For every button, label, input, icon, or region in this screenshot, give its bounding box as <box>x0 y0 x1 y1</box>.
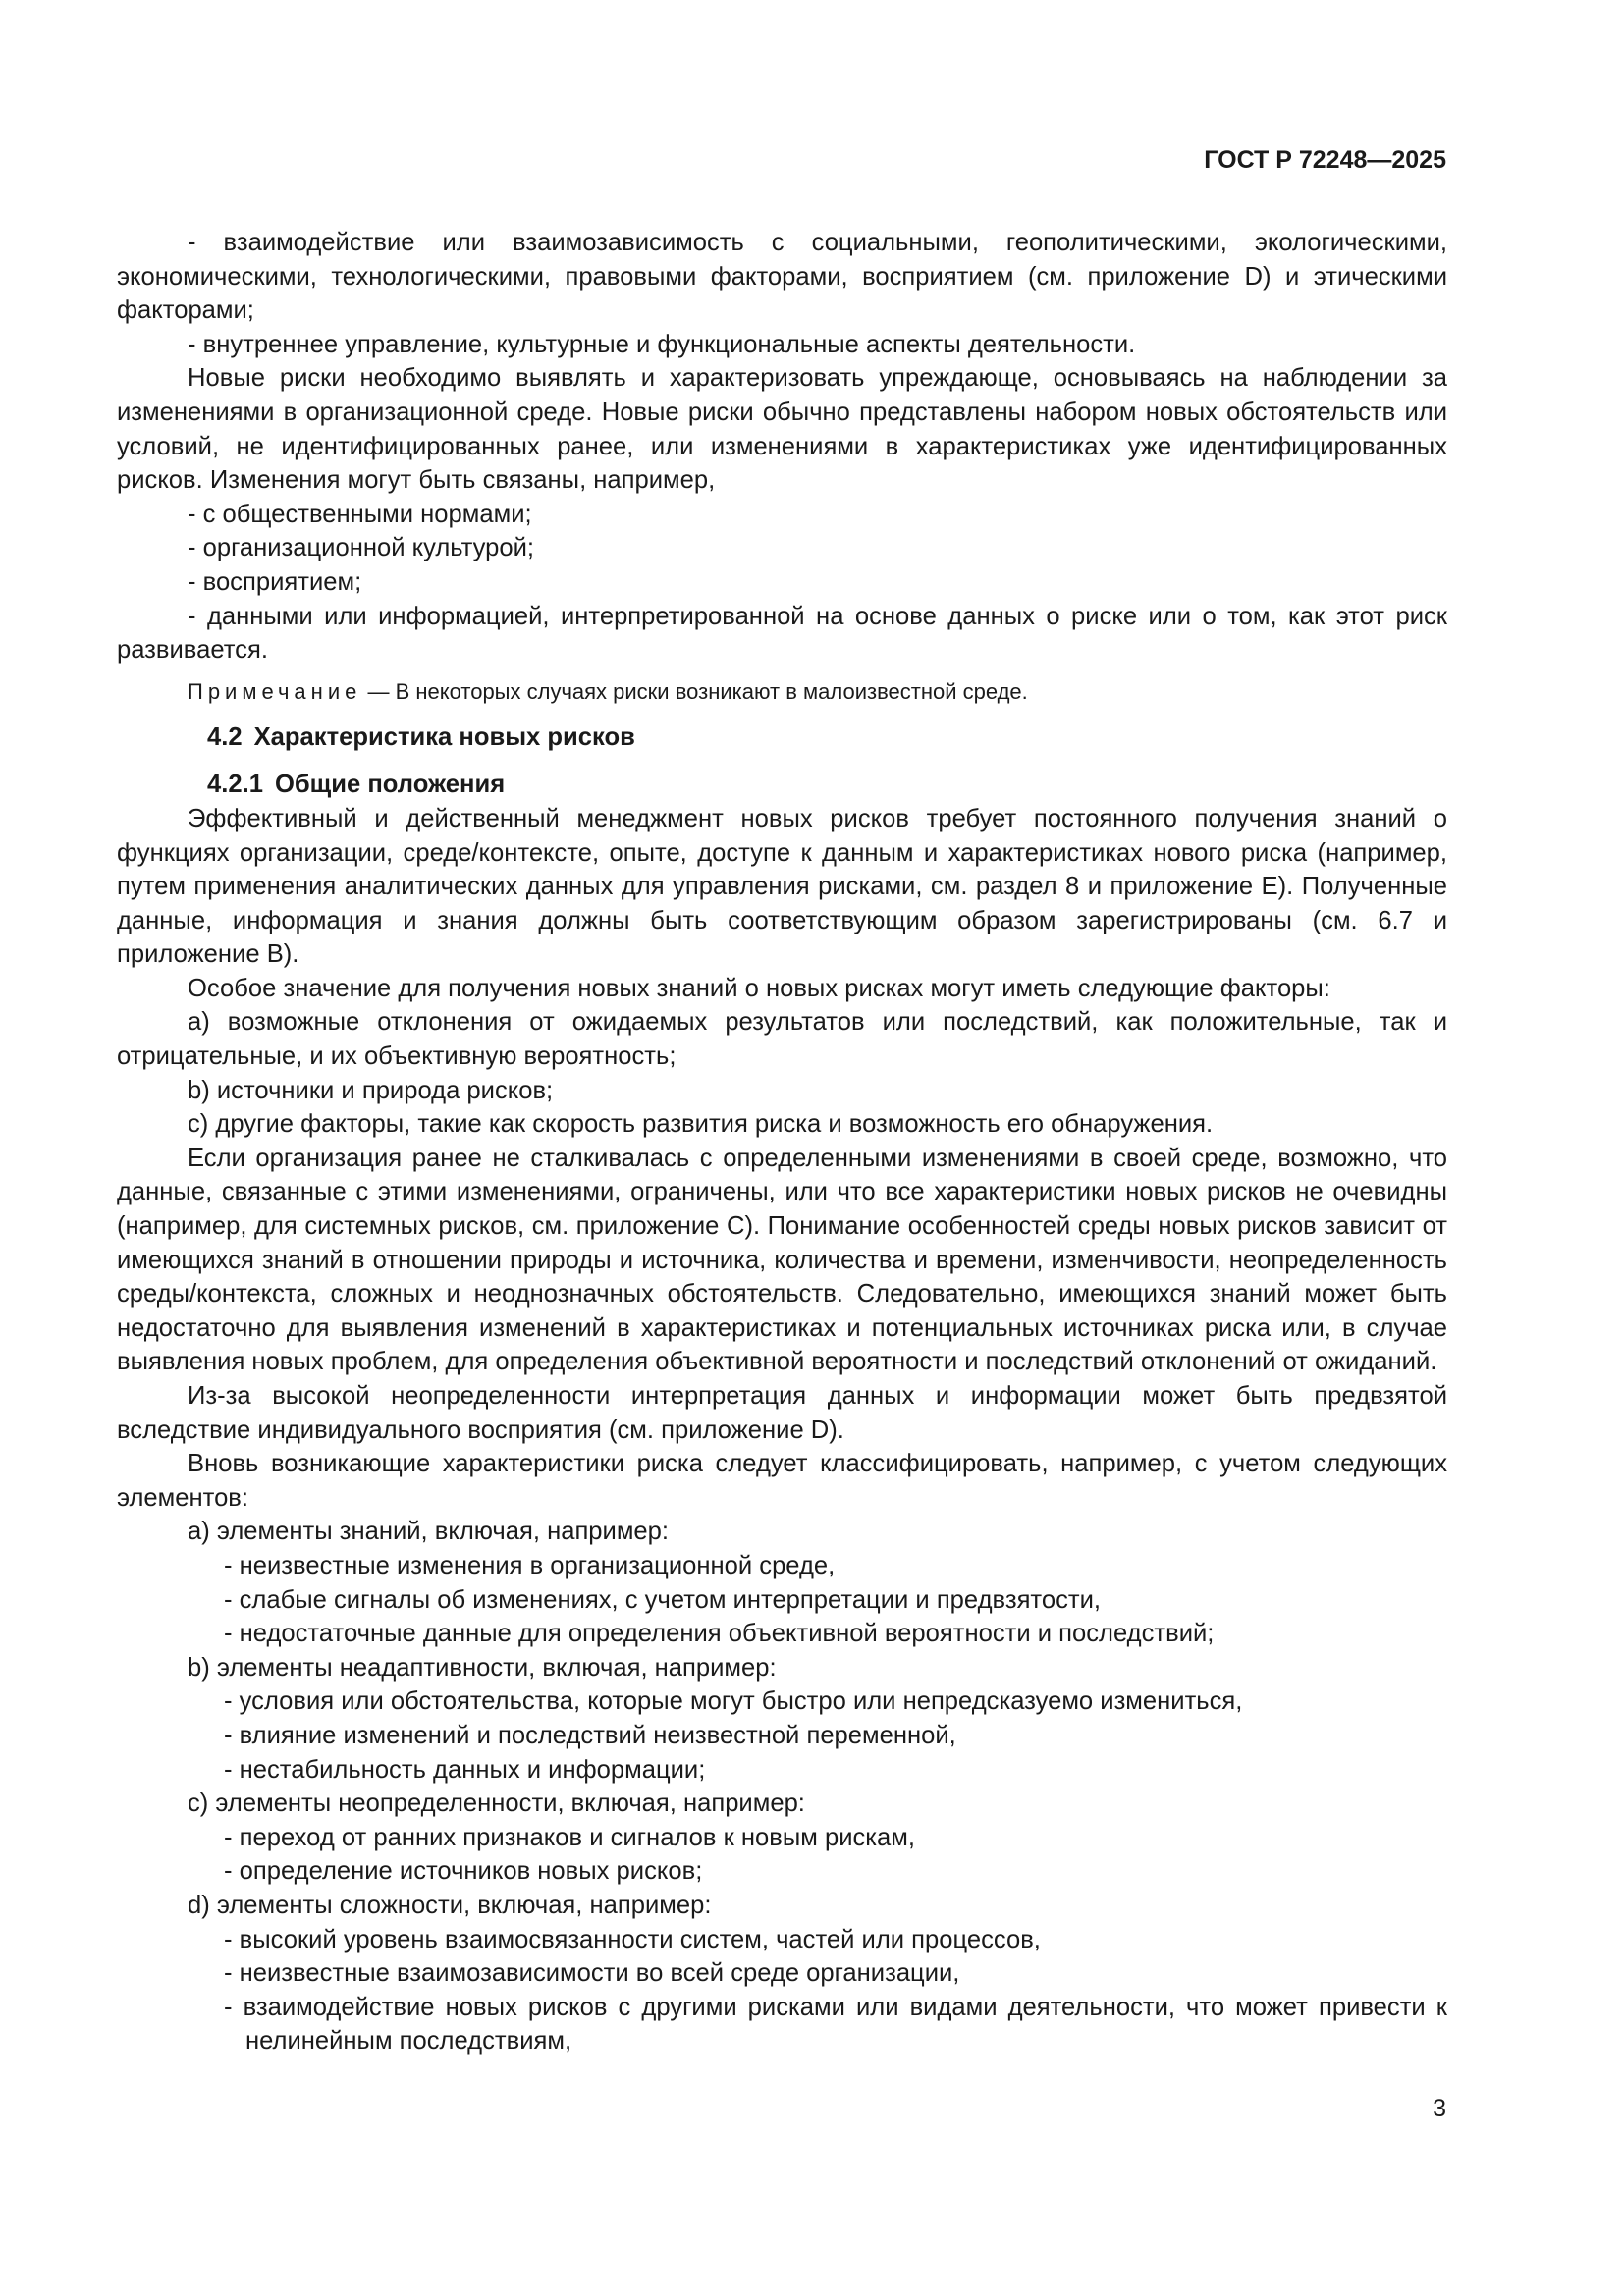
element-item: - взаимодействие новых рисков с другими рисками или видами деятельности, что может привести к нелинейным последствиям, <box>224 1993 1447 2056</box>
section-number: 4.2 <box>207 722 243 751</box>
paragraph: Вновь возникающие характеристики риска следует классифицировать, например, с учетом следующих элементов: <box>117 1450 1447 1512</box>
paragraph: Эффективный и действенный менеджмент новых рисков требует постоянного получения знаний о функциях организации, среде/контексте, опыте, доступе к данным и характеристиках нового риска (например, путем применения аналитических данных для управления рисками, см. раздел 8 и приложение E). Полученные данные, информация и знания должны быть соответствующим образом зарегистрированы (см. 6.7 и приложение B). <box>117 804 1447 969</box>
list-item: - внутреннее управление, культурные и функциональные аспекты деятельности. <box>188 330 1136 358</box>
section-title: Характеристика новых рисков <box>253 722 635 751</box>
factor-item: b) источники и природа рисков; <box>188 1076 554 1104</box>
element-item: - переход от ранних признаков и сигналов к новым рискам, <box>224 1823 915 1851</box>
element-group-label: c) элементы неопределенности, включая, например: <box>188 1789 805 1818</box>
note-label: Примечание <box>188 678 362 704</box>
element-item: - неизвестные изменения в организационной среде, <box>224 1551 836 1579</box>
document-code: ГОСТ Р 72248—2025 <box>1204 146 1446 174</box>
list-item: - восприятием; <box>188 567 362 596</box>
page-number: 3 <box>1433 2095 1446 2122</box>
paragraph: Особое значение для получения новых знаний о новых рисках могут иметь следующие факторы: <box>188 974 1330 1002</box>
element-item: - определение источников новых рисков; <box>224 1857 703 1886</box>
section-heading <box>117 721 1447 755</box>
list-item: - данными или информацией, интерпретированной на основе данных о риске или о том, как этот риск развивается. <box>117 602 1447 665</box>
paragraph-new-risks: Новые риски необходимо выявлять и характеризовать упреждающе, основываясь на наблюдении за изменениями в организационной среде. Новые риски обычно представлены набором новых обстоятельств или условий, не идентифицированных ранее, или изменениями в характеристиках уже идентифицированных рисков. Изменения могут быть связаны, например, <box>117 364 1447 495</box>
element-group-label: d) элементы сложности, включая, например: <box>188 1891 712 1919</box>
note-text: — В некоторых случаях риски возникают в малоизвестной среде. <box>367 678 1028 704</box>
element-item: - условия или обстоятельства, которые могут быстро или непредсказуемо измениться, <box>224 1687 1243 1716</box>
list-item: - организационной культурой; <box>188 534 534 562</box>
element-item: - недостаточные данные для определения объективной вероятности и последствий; <box>224 1620 1215 1648</box>
factor-item: a) возможные отклонения от ожидаемых результатов или последствий, как положительные, так и отрицательные, и их объективную вероятность; <box>117 1008 1447 1071</box>
subsection-number: 4.2.1 <box>207 771 263 799</box>
paragraph: Из-за высокой неопределенности интерпретация данных и информации может быть предвзятой вследствие индивидуального восприятия (см. приложение D). <box>117 1382 1447 1444</box>
page-content <box>117 226 1447 2058</box>
element-item: - влияние изменений и последствий неизвестной переменной, <box>224 1721 956 1749</box>
element-group-label: b) элементы неадаптивности, включая, например: <box>188 1653 777 1682</box>
list-item: - взаимодействие или взаимозависимость с социальными, геополитическими, экологическими, экономическими, технологическими, правовыми факторами, восприятием (см. приложение D) и этическими факторами; <box>117 229 1447 325</box>
element-group-label: a) элементы знаний, включая, например: <box>188 1518 670 1546</box>
element-item: - нестабильность данных и информации; <box>224 1755 706 1784</box>
subsection-title: Общие положения <box>274 771 506 799</box>
note <box>117 677 1447 707</box>
list-item: - с общественными нормами; <box>188 500 532 528</box>
paragraph: Если организация ранее не сталкивалась с определенными изменениями в своей среде, возможно, что данные, связанные с этими изменениями, ограничены, или что все характеристики новых рисков не очевидны (например, для системных рисков, см. приложение C). Понимание особенностей среды новых рисков зависит от имеющихся знаний в отношении природы и источника, количества и времени, изменчивости, неопределенность среды/контекста, сложных и неоднозначных обстоятельств. Следовательно, имеющихся знаний может быть недостаточно для выявления изменений в характеристиках и потенциальных источниках риска или, в случае выявления новых проблем, для определения объективной вероятности и последствий отклонений от ожиданий. <box>117 1144 1447 1376</box>
factor-item: c) другие факторы, такие как скорость развития риска и возможность его обнаружения. <box>188 1110 1214 1139</box>
subsection-heading <box>117 768 1447 802</box>
element-item: - неизвестные взаимозависимости во всей среде организации, <box>224 1959 960 1988</box>
element-item: - высокий уровень взаимосвязанности систем, частей или процессов, <box>224 1925 1041 1953</box>
element-item: - слабые сигналы об изменениях, с учетом интерпретации и предвзятости, <box>224 1585 1102 1614</box>
